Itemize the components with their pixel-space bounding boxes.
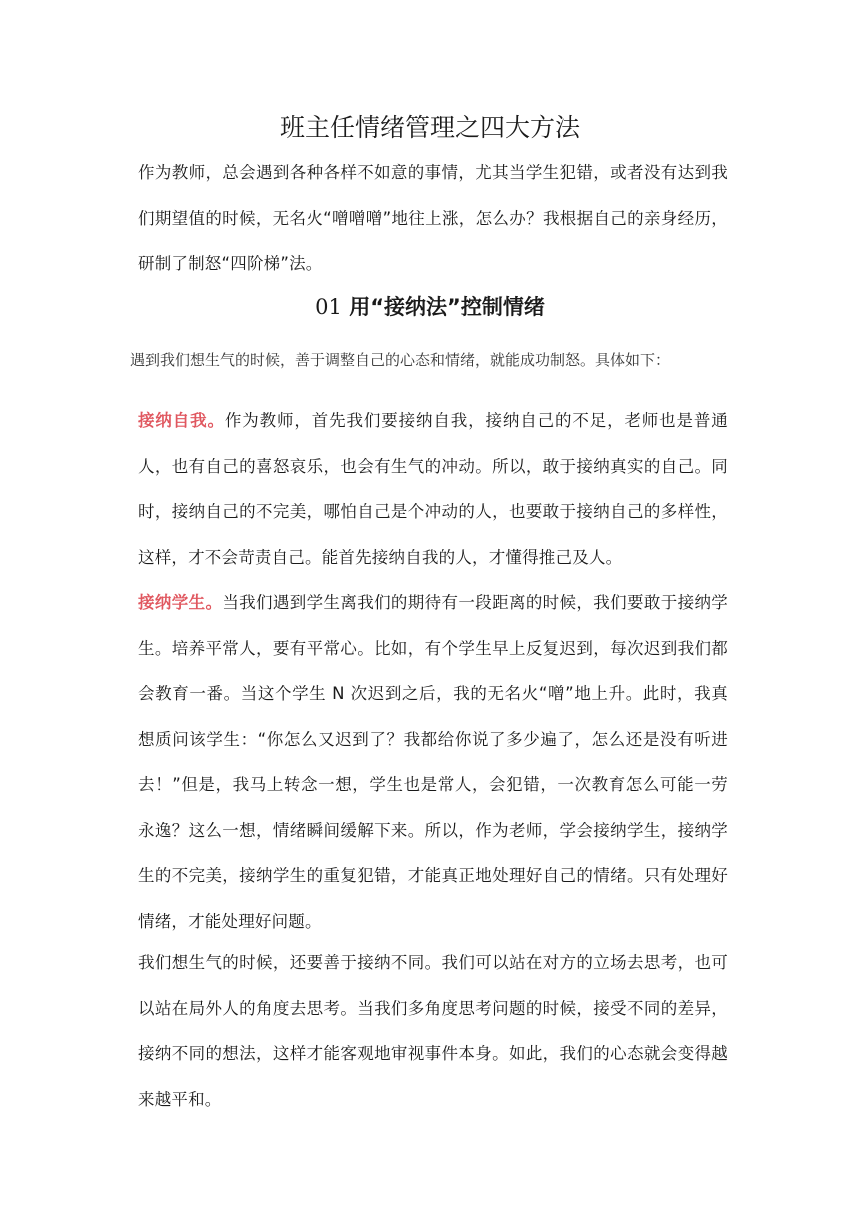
section-number: 01 bbox=[315, 295, 342, 319]
accept-students-text: 当我们遇到学生离我们的期待有一段距离的时候，我们要敢于接纳学生。培养平常人，要有平常心。比如，有个学生早上反复迟到，每次迟到我们都会教育一番。当这个学生 N 次迟到之后，我的无名火“噌”地上升。此时，我真想质问该学生：“你怎么又迟到了？我都给你说了多少遍了，怎么还是没有听进去！”但是，我马上转念一想，学生也是常人，会犯错，一次教育怎么可能一劳永逸？这么一想，情绪瞬间缓解下来。所以，作为老师，学会接纳学生，接纳学生的不完美，接纳学生的重复犯错，才能真正地处理好自己的情绪。只有处理好情绪，才能处理好问题。 bbox=[138, 593, 729, 931]
accept-self-label: 接纳自我。 bbox=[138, 411, 225, 430]
section-lead-paragraph: 遇到我们想生气的时候，善于调整自己的心态和情绪，就能成功制怒。具体如下： bbox=[130, 351, 671, 369]
accept-self-paragraph bbox=[138, 398, 728, 580]
section-heading bbox=[0, 287, 860, 327]
section-heading-text: 用“接纳法”控制情绪 bbox=[349, 295, 545, 319]
document-title: 班主任情绪管理之四大方法 bbox=[279, 113, 580, 142]
accept-students-label: 接纳学生。 bbox=[138, 593, 223, 612]
accept-difference-paragraph: 我们想生气的时候，还要善于接纳不同。我们可以站在对方的立场去思考，也可以站在局外人的角度去思考。当我们多角度思考问题的时候，接受不同的差异，接纳不同的想法，这样才能客观地审视事件本身。如此，我们的心态就会变得越来越平和。 bbox=[138, 953, 728, 1109]
accept-students-paragraph bbox=[138, 580, 728, 944]
intro-paragraph: 作为教师，总会遇到各种各样不如意的事情，尤其当学生犯错，或者没有达到我们期望值的时候，无名火“噌噌噌”地往上涨，怎么办？我根据自己的亲身经历，研制了制怒“四阶梯”法。 bbox=[138, 163, 728, 273]
accept-self-text: 作为教师，首先我们要接纳自我，接纳自己的不足，老师也是普通人，也有自己的喜怒哀乐，也会有生气的冲动。所以，敢于接纳真实的自己。同时，接纳自己的不完美，哪怕自己是个冲动的人，也要敢于接纳自己的多样性，这样，才不会苛责自己。能首先接纳自我的人，才懂得推己及人。 bbox=[138, 411, 729, 567]
